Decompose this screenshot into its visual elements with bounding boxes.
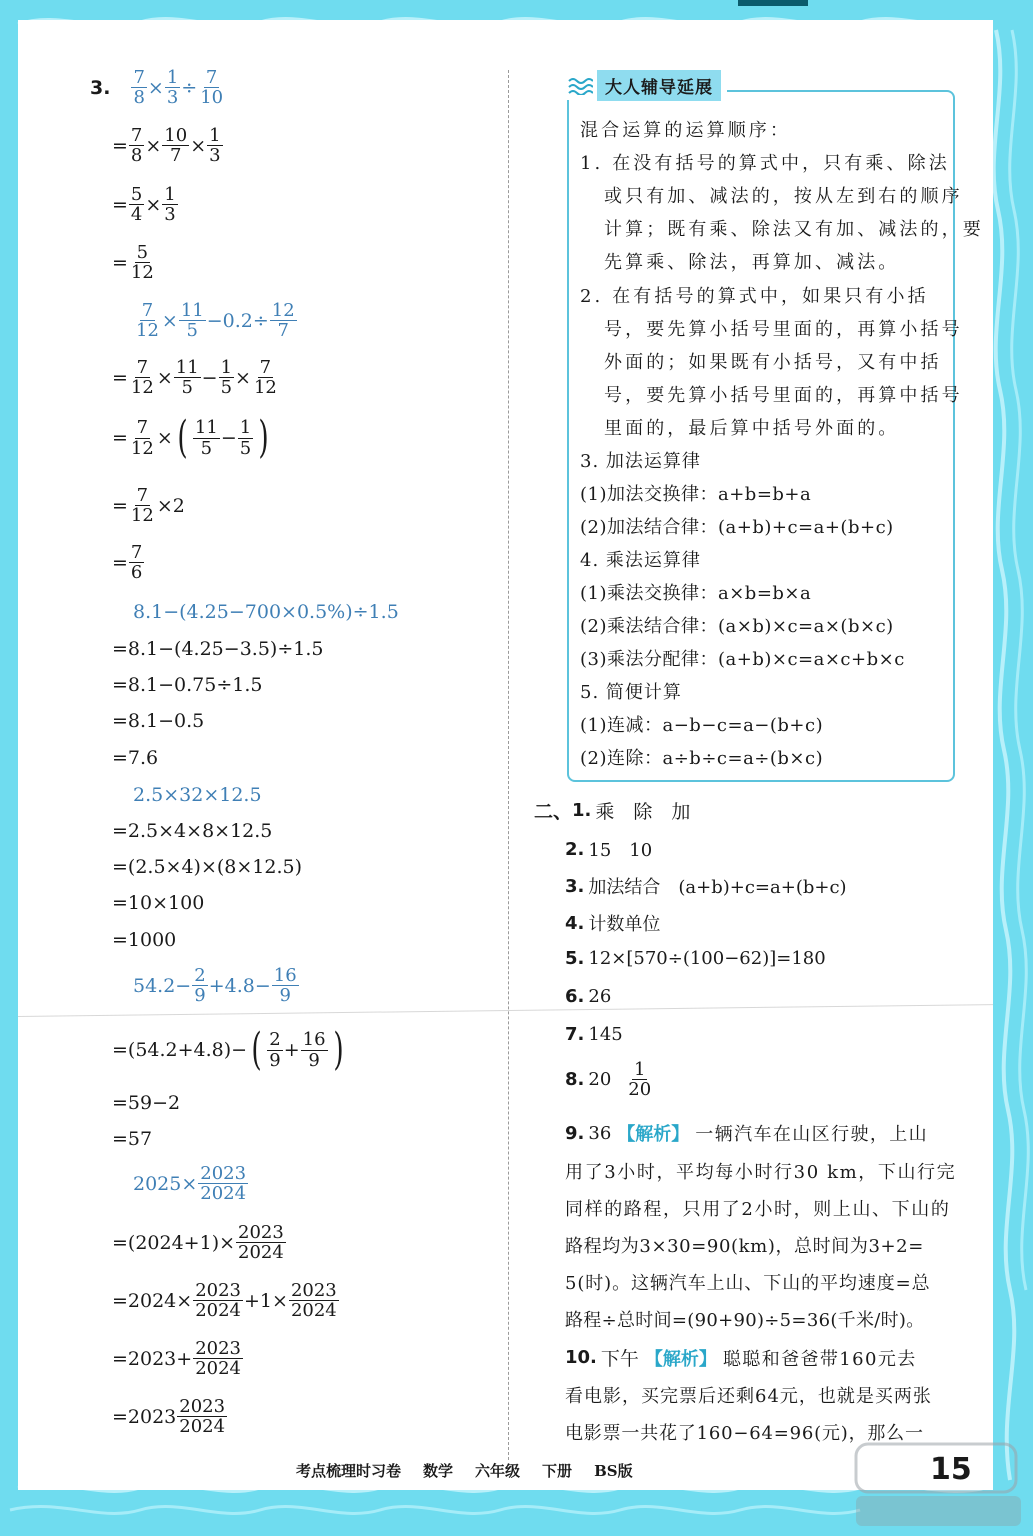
answer-10-line: 电影票一共花了160−64=96(元)，那么一 xyxy=(565,1423,924,1444)
tip-line: 里面的，最后算中括号外面的。 xyxy=(604,418,900,439)
calc1-given: 3. $\frac{7}{8}$ × $\frac{1}{3}$ ÷ $\frac{7}{10}$ xyxy=(90,67,224,109)
calc6-result: =2023 $\frac{2023}{2024}$ xyxy=(112,1396,226,1438)
answer-10: 10. 下午 【解析】 聪聪和爸爸带160元去 xyxy=(565,1344,917,1371)
answer-7: 7. 145 xyxy=(565,1024,623,1045)
tip-line: 混合运算的运算顺序： xyxy=(580,120,791,141)
tip-line: (1)加法交换律：a+b=b+a xyxy=(580,484,812,505)
section-label: 二、 xyxy=(534,801,573,823)
tip-line: 5. 简便计算 xyxy=(580,682,682,703)
page-number: 15 xyxy=(930,1452,972,1487)
calc2-step2: = $\frac{7}{12}$ × ( $\frac{11}{5}$ − $\frac{1}{5}$ ) xyxy=(112,412,269,463)
answer-8: 8. 20 $\frac{1}{20}$ xyxy=(565,1059,652,1101)
calc5-step1: =(54.2+4.8)− ( $\frac{2}{9}$ + $\frac{16}{9}$ ) xyxy=(112,1024,344,1075)
answer-9-line: 同样的路程，只用了2小时，则上山、下山的 xyxy=(565,1199,951,1220)
tip-title-label: 大人辅导延展 xyxy=(597,70,721,101)
tip-line: 或只有加、减法的，按从左到右的顺序 xyxy=(604,186,963,207)
tip-line: 1. 在没有括号的算式中，只有乘、除法 xyxy=(580,153,950,174)
calc5-result: =57 xyxy=(112,1128,153,1150)
tip-line: 号，要先算小括号里面的，再算中括号 xyxy=(604,385,963,406)
answer-9-line: 路程÷总时间=(90+90)÷5=36(千米/时)。 xyxy=(565,1310,925,1331)
tip-line: 4. 乘法运算律 xyxy=(580,550,701,571)
calc4-given: 2.5×32×12.5 xyxy=(133,784,262,806)
calc2-result: = $\frac{7}{6}$ xyxy=(112,542,143,584)
answer-4: 4. 计数单位 xyxy=(565,912,661,935)
tip-line: 3. 加法运算律 xyxy=(580,451,701,472)
answer-2: 2. 15 10 xyxy=(565,838,653,861)
tip-line: (2)乘法结合律：(a×b)×c=a×(b×c) xyxy=(580,616,894,637)
tip-box-title xyxy=(567,70,727,100)
question-number: 3. xyxy=(90,76,111,99)
calc3-step2: =8.1−0.75÷1.5 xyxy=(112,674,263,696)
calc5-given: 54.2− $\frac{2}{9}$ +4.8− $\frac{16}{9}$ xyxy=(133,965,297,1007)
calc2-step3: = $\frac{7}{12}$ ×2 xyxy=(112,485,185,527)
analysis-tag: 【解析】 xyxy=(644,1348,717,1370)
answer-9-line: 用了3小时，平均每小时行30 km，下山行完 xyxy=(565,1162,957,1183)
answer-10-line: 看电影，买完票后还剩64元，也就是买两张 xyxy=(565,1386,932,1407)
answer-5: 5. 12×[570÷(100−62)]=180 xyxy=(565,948,826,969)
calc3-step1: =8.1−(4.25−3.5)÷1.5 xyxy=(112,638,324,660)
tip-line: 外面的；如果既有小括号，又有中括 xyxy=(604,352,942,373)
calc6-step3: =2023+ $\frac{2023}{2024}$ xyxy=(112,1338,242,1380)
calc5-step2: =59−2 xyxy=(112,1092,181,1114)
calc6-given: 2025× $\frac{2023}{2024}$ xyxy=(133,1163,247,1205)
calc1-step1: = $\frac{7}{8}$ × $\frac{10}{7}$ × $\frac{1}{3}$ xyxy=(112,125,221,167)
answer-9-line: 5(时)。这辆汽车上山、下山的平均速度=总 xyxy=(565,1273,931,1294)
answer-9: 9. 36 【解析】 一辆汽车在山区行驶，上山 xyxy=(565,1120,928,1146)
calc4-step1: =2.5×4×8×12.5 xyxy=(112,820,273,842)
tip-line: 计算；既有乘、除法又有加、减法的，要 xyxy=(604,219,984,240)
calc3-given: 8.1−(4.25−700×0.5%)÷1.5 xyxy=(133,601,399,623)
tip-line: (2)加法结合律：(a+b)+c=a+(b+c) xyxy=(580,517,894,538)
tip-line: (3)乘法分配律：(a+b)×c=a×c+b×c xyxy=(580,649,905,670)
top-tab-mark xyxy=(738,0,808,6)
tip-line: 先算乘、除法，再算加、减法。 xyxy=(604,252,900,273)
calc4-result: =1000 xyxy=(112,929,177,951)
calc6-step2: =2024× $\frac{2023}{2024}$ +1× $\frac{2023}{2024}$ xyxy=(112,1280,337,1322)
calc2-step1: = $\frac{7}{12}$ × $\frac{11}{5}$ − $\frac{1}{5}$ × $\frac{7}{12}$ xyxy=(112,357,277,399)
tip-line: 号，要先算小括号里面的，再算小括号 xyxy=(604,319,963,340)
calc3-result: =7.6 xyxy=(112,747,159,769)
left-column xyxy=(0,0,510,1480)
calc1-result: = $\frac{5}{12}$ xyxy=(112,242,154,284)
tip-line: (1)连减：a−b−c=a−(b+c) xyxy=(580,715,824,736)
answer-3: 3. 加法结合 (a+b)+c=a+(b+c) xyxy=(565,875,847,898)
calc4-step3: =10×100 xyxy=(112,892,205,914)
calc1-step2: = $\frac{5}{4}$ × $\frac{1}{3}$ xyxy=(112,184,176,226)
answer-1: 二、 1. 乘 除 加 xyxy=(534,797,690,824)
answer-9-line: 路程均为3×30=90(km)，总时间为3+2= xyxy=(565,1236,924,1257)
tip-line: (1)乘法交换律：a×b=b×a xyxy=(580,583,812,604)
calc3-step3: =8.1−0.5 xyxy=(112,710,205,732)
analysis-tag: 【解析】 xyxy=(617,1124,690,1145)
answer-6: 6. 26 xyxy=(565,986,612,1007)
wave-icon xyxy=(567,75,593,95)
tip-line: 2. 在有括号的算式中，如果只有小括 xyxy=(580,286,929,307)
page-footer: 考点梳理时习卷 数学 六年级 下册 BS版 xyxy=(296,1462,633,1480)
calc6-step1: =(2024+1)× $\frac{2023}{2024}$ xyxy=(112,1222,284,1264)
tip-line: (2)连除：a÷b÷c=a÷(b×c) xyxy=(580,748,824,769)
calc4-step2: =(2.5×4)×(8×12.5) xyxy=(112,856,303,878)
calc2-given: $\frac{7}{12}$ × $\frac{11}{5}$ −0.2÷ $\frac{12}{7}$ xyxy=(136,300,295,342)
